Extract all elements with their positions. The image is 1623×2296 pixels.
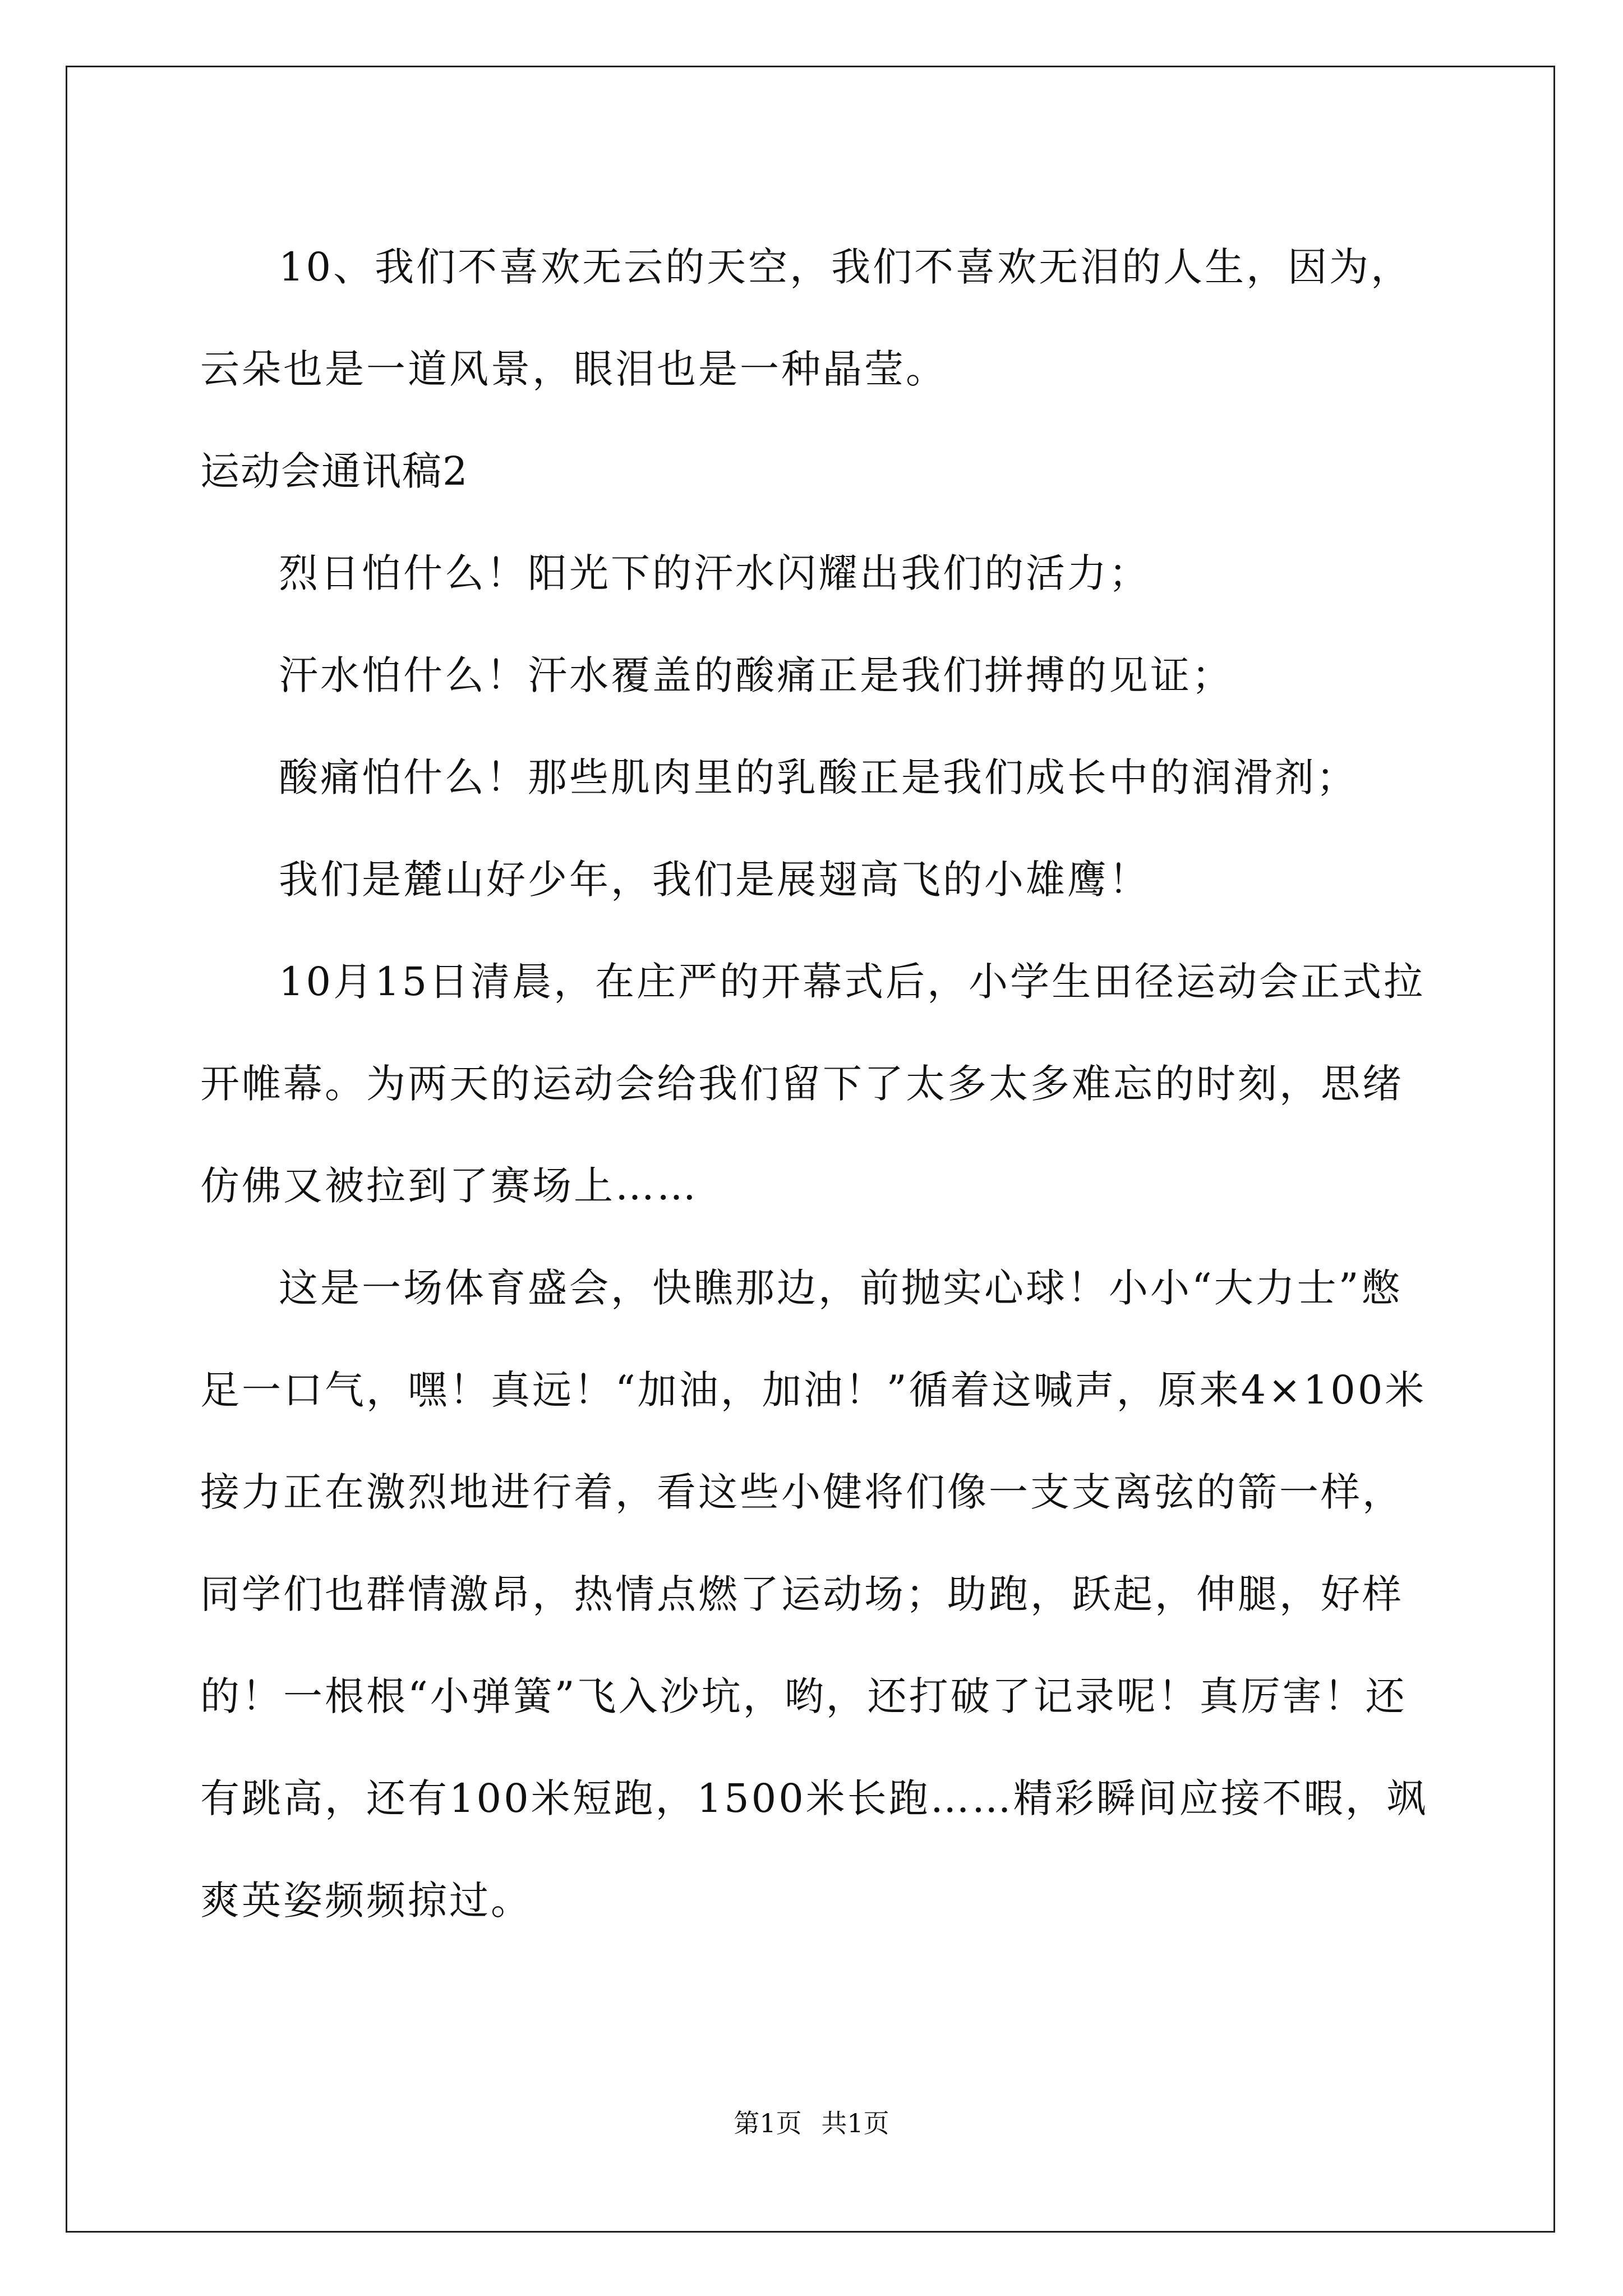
paragraph-5: 我们是麓山好少年，我们是展翅高飞的小雄鹰！: [279, 857, 1150, 903]
page-total: 共1页: [821, 2108, 889, 2138]
page-footer: [0, 2106, 1623, 2140]
section-heading: 运动会通讯稿2: [200, 448, 469, 494]
page-number: 第1页: [734, 2108, 802, 2138]
paragraph-1: 10、我们不喜欢无云的天空，我们不喜欢无泪的人生，因为，云朵也是一道风景，眼泪也是一种晶莹。: [200, 244, 1413, 392]
paragraph-6: 10月15日清晨，在庄严的开幕式后，小学生田径运动会正式拉开帷幕。为两天的运动会给我们留下了太多太多难忘的时刻，思绪仿佛又被拉到了赛场上……: [200, 959, 1426, 1209]
paragraph-3: 汗水怕什么！汗水覆盖的酸痛正是我们拼搏的见证；: [279, 652, 1233, 698]
document-body: [200, 216, 1428, 1952]
paragraph-4: 酸痛怕什么！那些肌肉里的乳酸正是我们成长中的润滑剂；: [279, 754, 1358, 800]
paragraph-2: 烈日怕什么！阳光下的汗水闪耀出我们的活力；: [279, 550, 1150, 596]
paragraph-7: 这是一场体育盛会，快瞧那边，前抛实心球！小小“大力士”憋足一口气，嘿！真远！“加油，加油！”循着这喊声，原来4×100米接力正在激烈地进行着，看这些小健将们像一支支离弦的箭一样，同学们也群情激昂，热情点燃了运动场；助跑，跃起，伸腿，好样的！一根根“小弹簧”飞入沙坑，哟，还打破了记录呢！真厉害！还有跳高，还有100米短跑，1500米长跑……精彩瞬间应接不暇，飒爽英姿频频掠过。: [200, 1265, 1428, 1924]
